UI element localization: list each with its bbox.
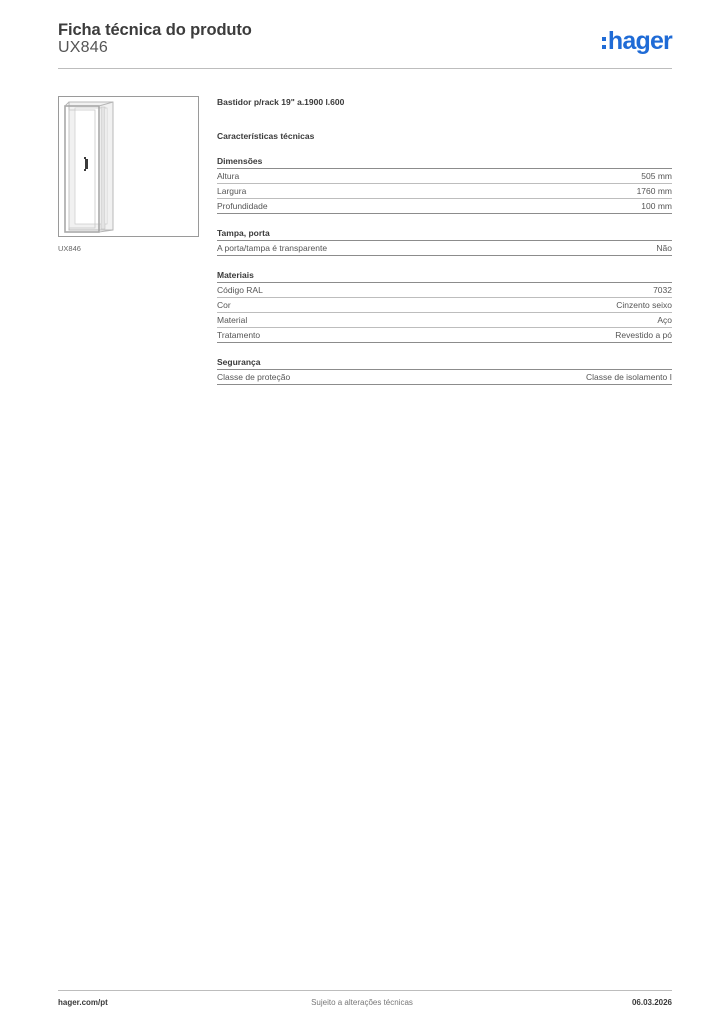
spec-value: 505 mm xyxy=(641,171,672,181)
section-title: Segurança xyxy=(217,356,672,370)
header-divider xyxy=(58,68,672,69)
spec-row xyxy=(217,169,672,184)
spec-value: Cinzento seixo xyxy=(616,300,672,310)
rack-cabinet-image xyxy=(59,97,198,236)
spec-label: Profundidade xyxy=(217,201,268,211)
spec-row xyxy=(217,184,672,199)
spec-value: Classe de isolamento I xyxy=(586,372,672,382)
image-caption: UX846 xyxy=(58,244,81,253)
spec-row xyxy=(217,328,672,343)
section-title: Materiais xyxy=(217,269,672,283)
spec-value: 1760 mm xyxy=(636,186,672,196)
spec-label: Material xyxy=(217,315,248,325)
spec-value: 100 mm xyxy=(641,201,672,211)
product-image xyxy=(58,96,199,237)
footer-notice: Sujeito a alterações técnicas xyxy=(311,998,413,1007)
hager-logo xyxy=(602,28,672,54)
section-materiais xyxy=(217,269,672,343)
section-dimensoes xyxy=(217,155,672,214)
spec-row xyxy=(217,241,672,256)
footer-website-link[interactable]: hager.com/pt xyxy=(58,998,108,1007)
page-title: Ficha técnica do produto xyxy=(58,21,252,39)
spec-value: Aço xyxy=(657,315,672,325)
spec-label: A porta/tampa é transparente xyxy=(217,243,328,253)
spec-value: Revestido a pó xyxy=(615,330,672,340)
logo-colon-icon xyxy=(602,37,606,49)
spec-label: Tratamento xyxy=(217,330,261,340)
section-title: Tampa, porta xyxy=(217,227,672,241)
spec-content xyxy=(217,96,672,385)
spec-row xyxy=(217,298,672,313)
spec-label: Cor xyxy=(217,300,231,310)
spec-label: Altura xyxy=(217,171,240,181)
section-title: Dimensões xyxy=(217,155,672,169)
technical-heading: Características técnicas xyxy=(217,131,315,141)
spec-row xyxy=(217,370,672,385)
spec-label: Largura xyxy=(217,186,247,196)
spec-row xyxy=(217,313,672,328)
spec-row xyxy=(217,283,672,298)
footer-divider xyxy=(58,990,672,991)
product-code: UX846 xyxy=(58,39,108,56)
section-tampa-porta xyxy=(217,227,672,256)
spec-label: Classe de proteção xyxy=(217,372,291,382)
section-seguranca xyxy=(217,356,672,385)
spec-value: Não xyxy=(656,243,672,253)
footer-date: 06.03.2026 xyxy=(631,998,672,1007)
logo-wordmark: hager xyxy=(607,27,672,55)
spec-label: Código RAL xyxy=(217,285,263,295)
spec-row xyxy=(217,199,672,214)
spec-value: 7032 xyxy=(653,285,672,295)
product-name: Bastidor p/rack 19" a.1900 l.600 xyxy=(217,97,345,107)
